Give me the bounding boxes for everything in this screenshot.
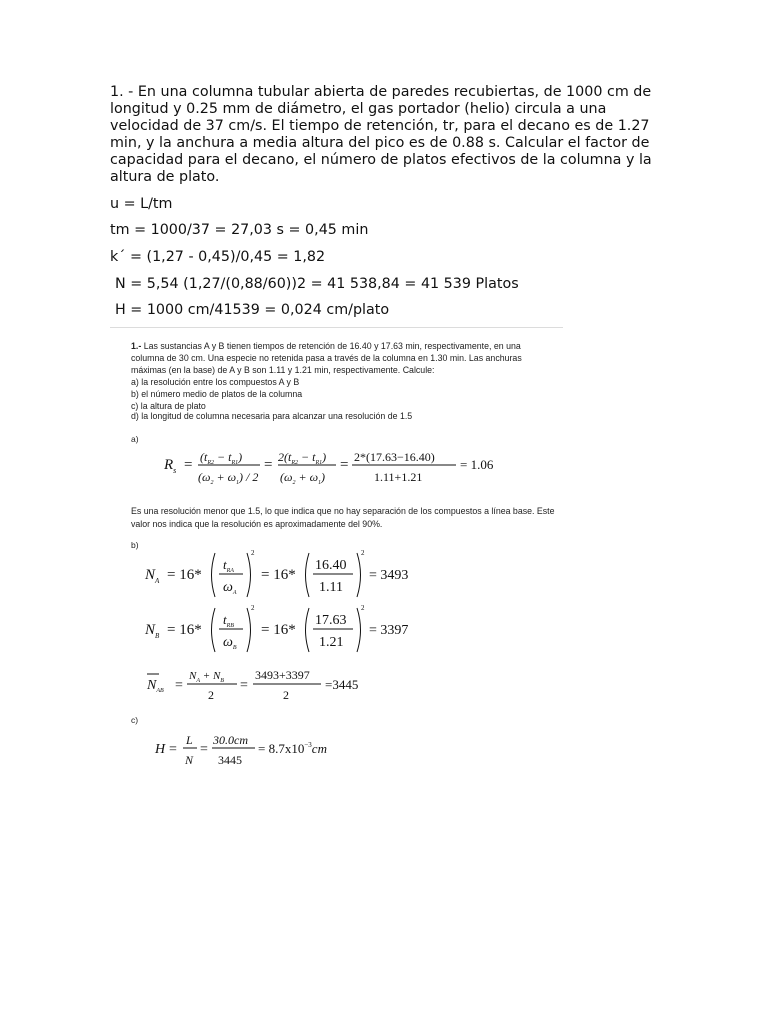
calc-line-4: N = 5,54 (1,27/(0,88/60))2 = 41 538,84 = 41 539 Platos xyxy=(115,276,519,292)
nb-coef: = 16* xyxy=(167,622,202,638)
na-den: $\omega_A$ xyxy=(223,580,237,596)
problem-1-statement: 1. - En una columna tubular abierta de paredes recubiertas, de 1000 cm de longitud y 0.25 mm de diámetro, el gas portador (helio) circula a una velocidad de 37 cm/s. El tiempo de retención, tr, para el decano es de 1.27 min, y la anchura a media altura del pico es de 0.88 s. Calcular el factor de capacidad para el decano, el número de platos efectivos de la columna y la altura de plato. xyxy=(110,84,652,185)
h-equals-2: = xyxy=(200,742,208,757)
calc-line-1: u = L/tm xyxy=(110,196,173,212)
na-exp-2: 2 xyxy=(361,549,365,557)
na-vnum: 16.40 xyxy=(315,558,347,573)
na-result: = 3493 xyxy=(369,568,409,583)
nb-vnum: 17.63 xyxy=(315,613,347,628)
problem-2-line-1 xyxy=(131,341,521,351)
problem-2-line-1-text: Las sustancias A y B tienen tiempos de retención de 16.40 y 17.63 min, respectivamente, en una xyxy=(143,341,521,351)
na-paren-left xyxy=(212,553,216,597)
calc-line-2: tm = 1000/37 = 27,03 s = 0,45 min xyxy=(110,222,369,238)
rs-frac3-num: 2*(17.63−16.40) xyxy=(354,450,435,464)
plates-b-equation xyxy=(145,602,425,658)
problem-2-number: 1.- xyxy=(131,341,142,351)
rs-result: = 1.06 xyxy=(460,457,494,472)
na-coef: = 16* xyxy=(167,567,202,583)
nb-paren-right-2 xyxy=(357,608,361,652)
rs-frac3-den: 1.11+1.21 xyxy=(374,470,423,484)
problem-2-line-4: a) la resolución entre los compuestos A y B xyxy=(131,377,300,387)
na-vden: 1.11 xyxy=(319,580,343,595)
problem-2-line-7: d) la longitud de columna necesaria para alcanzar una resolución de 1.5 xyxy=(131,411,413,421)
part-b-label: b) xyxy=(131,540,139,550)
nb-den: $\omega_B$ xyxy=(223,635,237,651)
problem-2-line-2: columna de 30 cm. Una especie no retenida pasa a través de la columna en 1.30 min. Las anchuras xyxy=(131,353,522,363)
resolution-equation xyxy=(160,445,520,491)
calc-line-5: H = 1000 cm/41539 = 0,024 cm/plato xyxy=(115,302,390,318)
avg-result: =3445 xyxy=(325,677,359,692)
nb-paren-left xyxy=(212,608,216,652)
problem-2-statement xyxy=(131,341,561,421)
na-paren-right xyxy=(247,553,251,597)
rs-frac1-den: $(\omega_2 + \omega_1) / 2$ xyxy=(198,470,259,486)
h-result: = $8.7x10^{-3}cm$ xyxy=(258,741,327,756)
h-lhs: H xyxy=(155,742,166,757)
avg-equals-1: = xyxy=(175,678,183,693)
avg-num: $N_A + N_B$ xyxy=(189,670,224,684)
avg-lhs: $N_{AB}$ xyxy=(147,678,164,694)
h-vnum: 30.0cm xyxy=(213,733,248,747)
rs-frac1-num: $(t_{R2} - t_{R1})$ xyxy=(200,450,243,466)
plate-height-equation xyxy=(155,732,355,772)
part-c-label: c) xyxy=(131,715,139,725)
h-num: L xyxy=(186,733,193,747)
plates-average-equation xyxy=(145,664,385,704)
h-den: N xyxy=(185,753,194,767)
na-lhs: $N_A$ xyxy=(145,567,160,585)
nb-vden: 1.21 xyxy=(319,635,344,650)
nb-result: = 3397 xyxy=(369,623,409,638)
na-exp: 2 xyxy=(251,549,255,557)
rs-frac2-num: $2(t_{R2} - t_{R1})$ xyxy=(278,450,327,466)
na-paren-right-2 xyxy=(357,553,361,597)
h-vden: 3445 xyxy=(218,753,242,767)
na-coef-2: = 16* xyxy=(261,567,296,583)
na-paren-left-2 xyxy=(306,553,310,597)
nb-exp: 2 xyxy=(251,604,255,612)
calc-line-3: k´ = (1,27 - 0,45)/0,45 = 1,82 xyxy=(110,249,326,265)
h-equals-1: = xyxy=(169,742,177,757)
part-a-label: a) xyxy=(131,434,139,444)
rs-equals-2: = xyxy=(264,457,273,473)
nb-lhs: $N_B$ xyxy=(145,622,160,640)
plates-a-equation xyxy=(145,547,425,603)
avg-vnum: 3493+3397 xyxy=(255,668,310,682)
na-num: $t_{RA}$ xyxy=(223,557,234,574)
nb-paren-right xyxy=(247,608,251,652)
rs-frac2-den: $(\omega_2 + \omega_1)$ xyxy=(280,470,326,486)
rs-equals-1: = xyxy=(184,457,193,473)
rs-lhs: $R_s$ xyxy=(164,457,177,475)
avg-den: 2 xyxy=(208,688,214,702)
nb-coef-2: = 16* xyxy=(261,622,296,638)
nb-paren-left-2 xyxy=(306,608,310,652)
problem-2-line-3: máximas (en la base) de A y B son 1.11 y 1.21 min, respectivamente. Calcule: xyxy=(131,365,435,375)
part-a-conclusion: Es una resolución menor que 1.5, lo que indica que no hay separación de los compuestos a línea base. Este valor nos indica que la resolución es aproximadamente del 90%. xyxy=(131,506,555,529)
avg-equals-2: = xyxy=(240,678,248,693)
problem-2-line-6: c) la altura de plato xyxy=(131,401,206,411)
problem-2-line-5: b) el número medio de platos de la columna xyxy=(131,389,303,399)
nb-num: $t_{RB}$ xyxy=(223,612,234,629)
rs-equals-3: = xyxy=(340,457,349,473)
divider xyxy=(110,327,563,328)
avg-vden: 2 xyxy=(283,688,289,702)
nb-exp-2: 2 xyxy=(361,604,365,612)
